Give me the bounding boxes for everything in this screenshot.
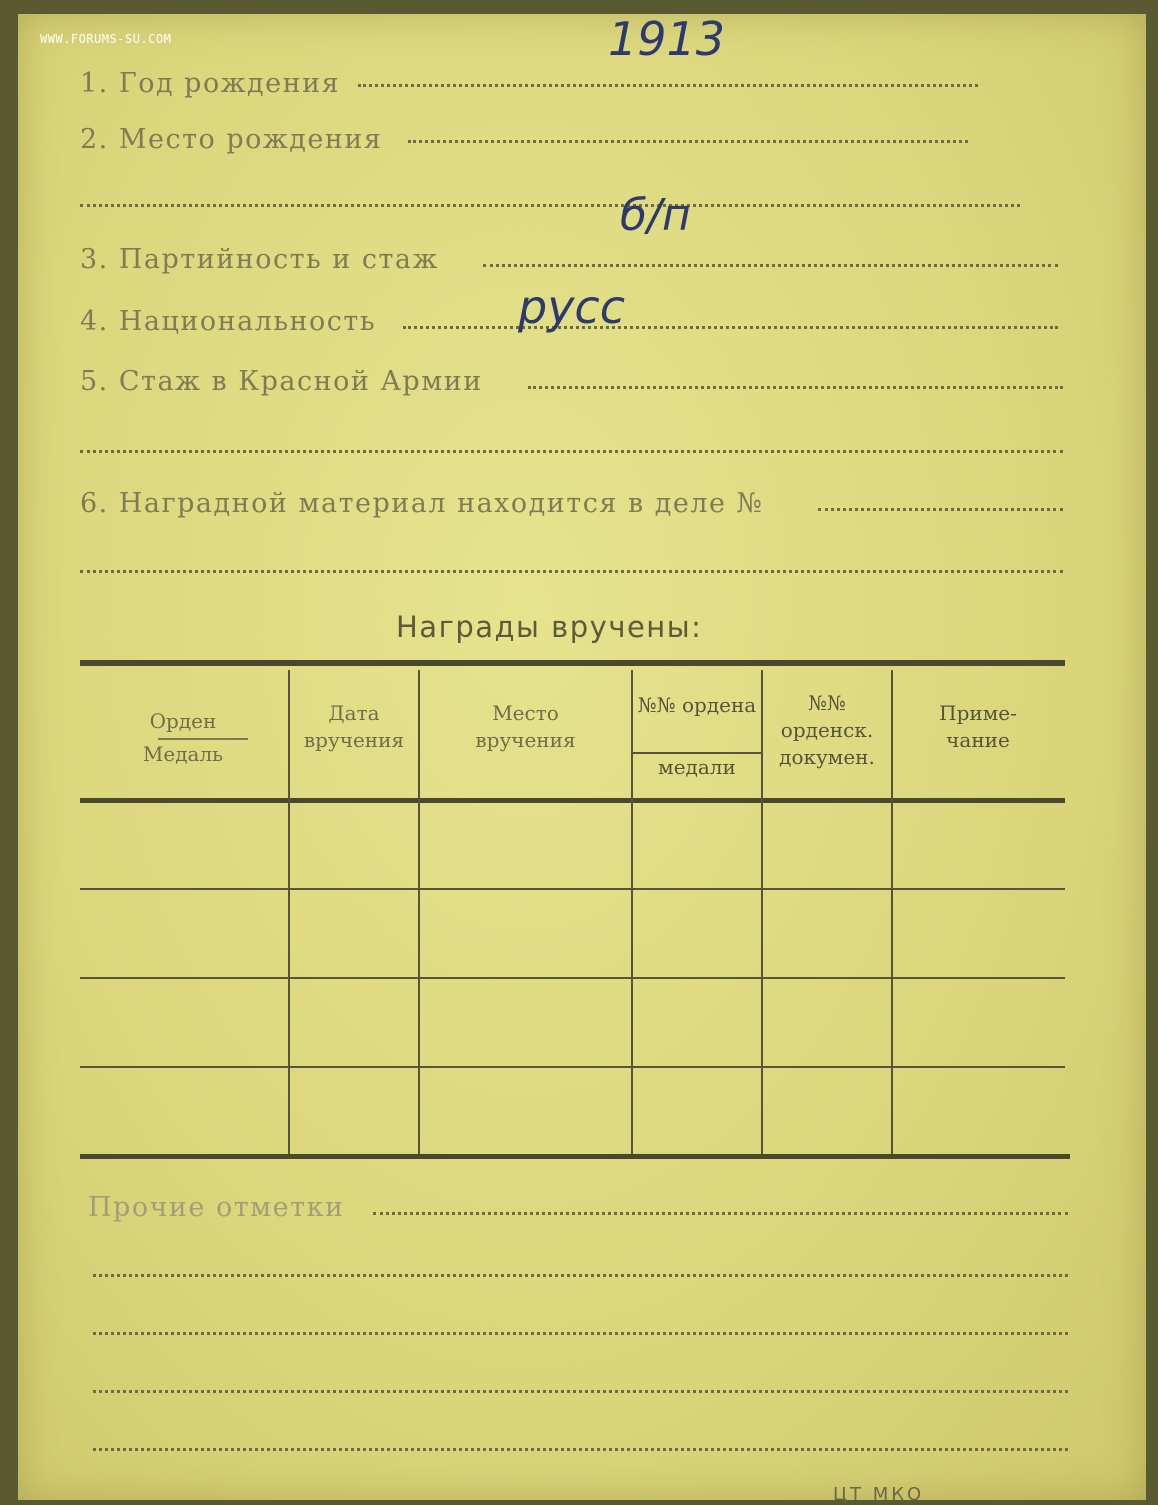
table-bottom-rule	[80, 1154, 1070, 1159]
birth-year-value: 1913	[608, 12, 726, 66]
nationality-value: русс	[518, 280, 626, 334]
army-service-line	[528, 386, 1063, 389]
birth-place-label: 2. Место рождения	[80, 124, 383, 155]
table-header-rule	[80, 798, 1065, 803]
other-marks-line	[373, 1212, 1068, 1215]
table-row	[80, 1066, 1065, 1068]
award-card	[18, 12, 1146, 1505]
other-marks-line-3	[93, 1332, 1068, 1335]
other-marks-line-4	[93, 1390, 1068, 1393]
col-medal-no: медали	[658, 755, 736, 779]
award-file-line	[818, 508, 1063, 511]
other-marks-line-2	[93, 1274, 1068, 1277]
party-line	[483, 264, 1058, 267]
nationality-label: 4. Национальность	[80, 306, 377, 337]
nationality-line	[403, 326, 1058, 329]
birth-place-line	[408, 140, 968, 143]
birth-year-line	[358, 84, 978, 87]
award-file-line-2	[80, 570, 1063, 573]
other-marks-label: Прочие отметки	[88, 1192, 345, 1223]
col-medal: Медаль	[142, 742, 224, 766]
footer-code: ЦТ МКО	[833, 1484, 925, 1505]
watermark: WWW.FORUMS-SU.COM	[40, 32, 172, 46]
col-place: Место вручения	[475, 701, 576, 752]
party-label: 3. Партийность и стаж	[80, 244, 439, 275]
award-file-label: 6. Наградной материал находится в деле №	[80, 488, 764, 519]
col-order: Орден	[149, 709, 217, 733]
awards-heading: Награды вручены:	[396, 610, 703, 644]
other-marks-line-5	[93, 1448, 1068, 1451]
table-top-rule	[80, 660, 1065, 666]
party-value: б/п	[620, 190, 691, 241]
col-order-no: №№ ордена	[637, 693, 757, 717]
col-doc-no: №№ орденск. докумен.	[779, 691, 875, 769]
table-row	[80, 977, 1065, 979]
army-service-label: 5. Стаж в Красной Армии	[80, 366, 483, 397]
table-row	[80, 888, 1065, 890]
army-service-line-2	[80, 450, 1063, 453]
col-date: Дата вручения	[303, 701, 405, 752]
birth-year-label: 1. Год рождения	[80, 68, 341, 99]
birth-place-line-2	[80, 204, 1020, 207]
col-note: Приме- чание	[939, 701, 1017, 752]
